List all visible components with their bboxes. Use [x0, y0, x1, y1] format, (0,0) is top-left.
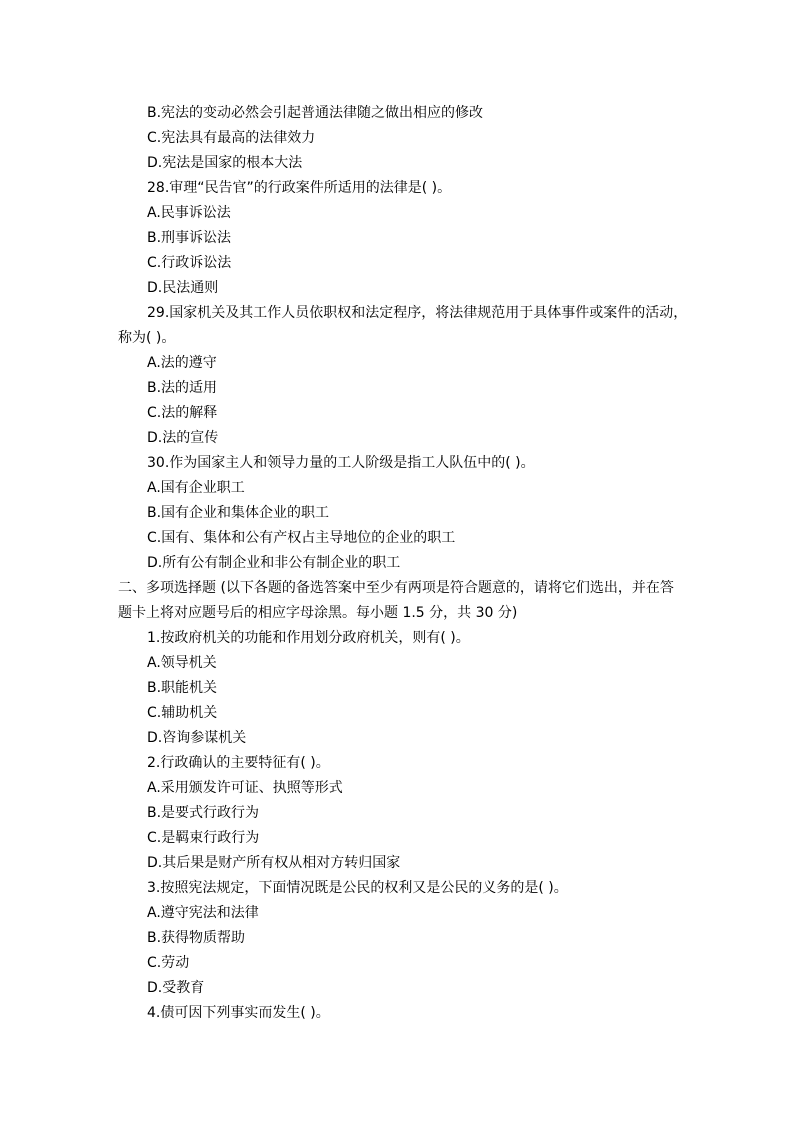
paragraph-line: 二、多项选择题 (以下各题的备选答案中至少有两项是符合题意的，请将它们选出，并在答 — [118, 580, 674, 596]
answer-option: D.民法通则 — [147, 280, 219, 296]
question-text: 1.按政府机关的功能和作用划分政府机关，则有( )。 — [147, 630, 470, 646]
answer-option: A.国有企业职工 — [147, 480, 245, 496]
answer-option: C.法的解释 — [147, 405, 218, 421]
question-text: 30.作为国家主人和领导力量的工人阶级是指工人队伍中的( )。 — [147, 455, 535, 471]
answer-option: B.是要式行政行为 — [147, 805, 260, 821]
answer-option: B.法的适用 — [147, 380, 218, 396]
answer-option: D.所有公有制企业和非公有制企业的职工 — [147, 555, 401, 571]
answer-option: D.咨询参谋机关 — [147, 730, 247, 746]
answer-option: D.其后果是财产所有权从相对方转归国家 — [147, 855, 401, 871]
answer-option: B.宪法的变动必然会引起普通法律随之做出相应的修改 — [147, 105, 484, 121]
answer-option: A.民事诉讼法 — [147, 205, 231, 221]
answer-option: A.采用颁发许可证、执照等形式 — [147, 780, 343, 796]
paragraph-line: 称为( )。 — [118, 330, 176, 346]
question-text: 4.债可因下列事实而发生( )。 — [147, 1005, 330, 1021]
answer-option: C.国有、集体和公有产权占主导地位的企业的职工 — [147, 530, 456, 546]
paragraph-line: 题卡上将对应题号后的相应字母涂黑。每小题 1.5 分，共 30 分) — [118, 605, 518, 621]
question-text: 2.行政确认的主要特征有( )。 — [147, 755, 330, 771]
answer-option: B.获得物质帮助 — [147, 930, 246, 946]
question-text: 28.审理“民告官”的行政案件所适用的法律是( )。 — [147, 180, 452, 196]
answer-option: B.职能机关 — [147, 680, 218, 696]
answer-option: C.是羁束行政行为 — [147, 830, 260, 846]
answer-option: C.劳动 — [147, 955, 190, 971]
answer-option: A.领导机关 — [147, 655, 217, 671]
answer-option: A.遵守宪法和法律 — [147, 905, 259, 921]
answer-option: B.国有企业和集体企业的职工 — [147, 505, 330, 521]
answer-option: C.辅助机关 — [147, 705, 218, 721]
answer-option: D.法的宣传 — [147, 430, 219, 446]
answer-option: C.宪法具有最高的法律效力 — [147, 130, 316, 146]
answer-option: B.刑事诉讼法 — [147, 230, 232, 246]
answer-option: C.行政诉讼法 — [147, 255, 232, 271]
answer-option: A.法的遵守 — [147, 355, 217, 371]
question-text: 29.国家机关及其工作人员依职权和法定程序，将法律规范用于具体事件或案件的活动， — [147, 305, 688, 321]
answer-option: D.受教育 — [147, 980, 205, 996]
question-text: 3.按照宪法规定，下面情况既是公民的权利又是公民的义务的是( )。 — [147, 880, 568, 896]
answer-option: D.宪法是国家的根本大法 — [147, 155, 303, 171]
